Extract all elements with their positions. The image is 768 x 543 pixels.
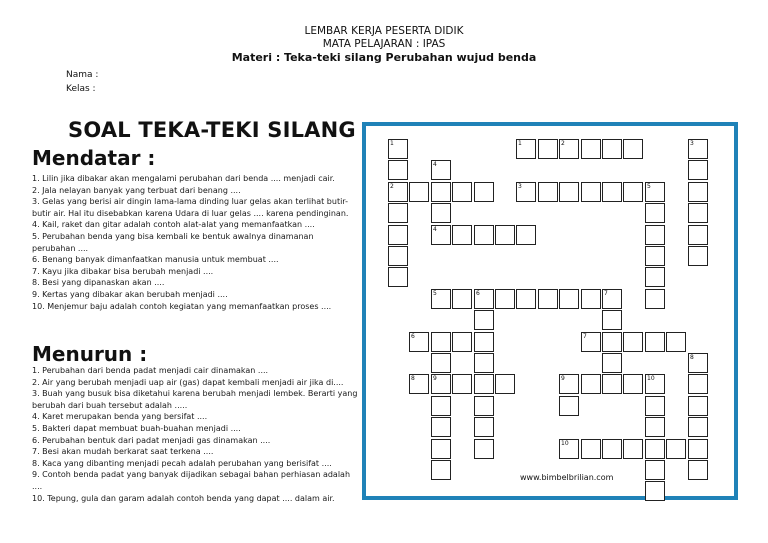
crossword-cell[interactable]: [388, 203, 408, 223]
crossword-cell[interactable]: [431, 160, 451, 180]
crossword-cell[interactable]: [431, 374, 451, 394]
clue-number: 3: [518, 183, 522, 190]
crossword-cell[interactable]: [688, 417, 708, 437]
crossword-cell[interactable]: [474, 353, 494, 373]
crossword-cell[interactable]: [495, 225, 515, 245]
crossword-cell[interactable]: [538, 139, 558, 159]
crossword-cell[interactable]: [388, 225, 408, 245]
mendatar-clue: 9. Kertas yang dibakar akan berubah menjadi ....: [32, 289, 228, 299]
crossword-cell[interactable]: [623, 139, 643, 159]
crossword-cell[interactable]: [688, 396, 708, 416]
header-materi: Materi : Teka-teki silang Perubahan wujud benda: [231, 51, 537, 64]
crossword-cell[interactable]: [581, 139, 601, 159]
menurun-clue: 6. Perubahan bentuk dari padat menjadi gas dinamakan ....: [32, 435, 271, 445]
crossword-cell[interactable]: [431, 460, 451, 480]
crossword-cell[interactable]: [602, 289, 622, 309]
crossword-cell[interactable]: [452, 225, 472, 245]
crossword-cell[interactable]: [516, 289, 536, 309]
identity-fields: [66, 68, 98, 96]
mendatar-clue: 5. Perubahan benda yang bisa kembali ke bentuk awalnya dinamanan: [32, 231, 314, 241]
crossword-cell[interactable]: [409, 182, 429, 202]
menurun-clue: 2. Air yang berubah menjadi uap air (gas) dapat kembali menjadi air jika di....: [32, 377, 344, 387]
clue-number: 1: [518, 140, 522, 147]
crossword-cell[interactable]: [602, 182, 622, 202]
mendatar-clue: perubahan ....: [32, 243, 89, 253]
mendatar-clue: 2. Jala nelayan banyak yang terbuat dari benang ....: [32, 185, 241, 195]
clue-number: 2: [390, 183, 394, 190]
crossword-cell[interactable]: [516, 139, 536, 159]
menurun-clue: 9. Contoh benda padat yang banyak dijadikan sebagai bahan perhiasan adalah ....: [32, 470, 351, 491]
crossword-cell[interactable]: [645, 289, 665, 309]
crossword-cell[interactable]: [581, 332, 601, 352]
crossword-cell[interactable]: [688, 139, 708, 159]
crossword-cell[interactable]: [645, 332, 665, 352]
mendatar-clues: [32, 173, 360, 312]
crossword-cell[interactable]: [645, 439, 665, 459]
clue-number: 1: [390, 140, 394, 147]
crossword-cell[interactable]: [688, 353, 708, 373]
clue-number: 10: [561, 440, 569, 447]
clue-number: 6: [411, 333, 415, 340]
mendatar-title: Mendatar :: [32, 146, 156, 170]
crossword-cell[interactable]: [474, 182, 494, 202]
crossword-cell[interactable]: [645, 225, 665, 245]
crossword-cell[interactable]: [516, 225, 536, 245]
mendatar-clue: 7. Kayu jika dibakar bisa berubah menjadi ....: [32, 266, 214, 276]
crossword-cell[interactable]: [688, 374, 708, 394]
crossword-cell[interactable]: [602, 439, 622, 459]
clue-number: 7: [583, 333, 587, 340]
clue-number: 8: [690, 354, 694, 361]
crossword-cell[interactable]: [431, 353, 451, 373]
crossword-cell[interactable]: [645, 203, 665, 223]
crossword-cell[interactable]: [452, 182, 472, 202]
crossword-cell[interactable]: [495, 374, 515, 394]
header-line-1: LEMBAR KERJA PESERTA DIDIK: [304, 25, 464, 37]
crossword-cell[interactable]: [388, 182, 408, 202]
crossword-cell[interactable]: [431, 332, 451, 352]
crossword-cell[interactable]: [474, 310, 494, 330]
crossword-cell[interactable]: [538, 182, 558, 202]
crossword-cell[interactable]: [452, 332, 472, 352]
crossword-cell[interactable]: [474, 417, 494, 437]
menurun-clue: 8. Kaca yang dibanting menjadi pecah adalah perubahan yang berisifat ....: [32, 458, 332, 468]
crossword-cell[interactable]: [559, 396, 579, 416]
crossword-cell[interactable]: [474, 225, 494, 245]
crossword-cell[interactable]: [452, 289, 472, 309]
crossword-cell[interactable]: [559, 139, 579, 159]
menurun-clue: 1. Perubahan dari benda padat menjadi cair dinamakan ....: [32, 366, 269, 375]
crossword-cell[interactable]: [581, 374, 601, 394]
clue-number: 8: [411, 375, 415, 382]
crossword-cell[interactable]: [431, 417, 451, 437]
mendatar-clue: 4. Kail, raket dan gitar adalah contoh alat-alat yang memanfaatkan ....: [32, 220, 315, 230]
crossword-cell[interactable]: [645, 246, 665, 266]
crossword-cell[interactable]: [388, 160, 408, 180]
mendatar-clue: 6. Benang banyak dimanfaatkan manusia untuk membuat ....: [32, 255, 279, 265]
crossword-cell[interactable]: [645, 460, 665, 480]
menurun-clue: 10. Tepung, gula dan garam adalah contoh benda yang dapat .... dalam air.: [32, 493, 335, 503]
crossword-cell[interactable]: [623, 332, 643, 352]
crossword-cell[interactable]: [559, 374, 579, 394]
crossword-cell[interactable]: [388, 139, 408, 159]
crossword-cell[interactable]: [602, 353, 622, 373]
crossword-cell[interactable]: [474, 289, 494, 309]
crossword-cell[interactable]: [409, 332, 429, 352]
crossword-cell[interactable]: [688, 160, 708, 180]
mendatar-clue: 1. Lilin jika dibakar akan mengalami perubahan dari benda .... menjadi cair.: [32, 174, 335, 183]
crossword-cell[interactable]: [581, 439, 601, 459]
crossword-cell[interactable]: [431, 203, 451, 223]
clue-number: 3: [690, 140, 694, 147]
mendatar-clue: 3. Gelas yang berisi air dingin lama-lama dinding luar gelas akan terlihat butir-: [32, 197, 348, 207]
clue-number: 2: [561, 140, 565, 147]
crossword-cell[interactable]: [559, 182, 579, 202]
crossword-cell[interactable]: [602, 374, 622, 394]
kelas-label: Kelas :: [66, 84, 96, 94]
menurun-clue: 3. Buah yang busuk bisa diketahui karena berubah menjadi lembek. Berarti yang: [32, 389, 358, 399]
crossword-cell[interactable]: [666, 332, 686, 352]
clue-number: 4: [433, 161, 437, 168]
crossword-cell[interactable]: [431, 396, 451, 416]
crossword-cell[interactable]: [452, 374, 472, 394]
crossword-cell[interactable]: [538, 289, 558, 309]
menurun-clue: 5. Bakteri dapat membuat buah-buahan menjadi ....: [32, 423, 241, 433]
crossword-cell[interactable]: [645, 374, 665, 394]
crossword-cell[interactable]: [645, 481, 665, 501]
clue-number: 9: [433, 375, 437, 382]
crossword-cell[interactable]: [431, 439, 451, 459]
crossword-cell[interactable]: [623, 182, 643, 202]
worksheet-header: [0, 25, 768, 64]
mendatar-clue: 8. Besi yang dipanaskan akan ....: [32, 278, 165, 288]
crossword-cell[interactable]: [431, 289, 451, 309]
clue-number: 5: [647, 183, 651, 190]
crossword-cell[interactable]: [688, 203, 708, 223]
crossword-cell[interactable]: [602, 139, 622, 159]
clue-number: 6: [476, 290, 480, 297]
menurun-title: Menurun :: [32, 342, 148, 366]
crossword-cell[interactable]: [666, 439, 686, 459]
crossword-cell[interactable]: [688, 182, 708, 202]
crossword-cell[interactable]: [581, 289, 601, 309]
crossword-cell[interactable]: [431, 182, 451, 202]
crossword-cell[interactable]: [474, 374, 494, 394]
crossword-cell[interactable]: [623, 374, 643, 394]
crossword-cell[interactable]: [559, 289, 579, 309]
crossword-cell[interactable]: [474, 332, 494, 352]
crossword-cell[interactable]: [474, 396, 494, 416]
website-credit: www.bimbelbrilian.com: [520, 473, 614, 482]
crossword-cell[interactable]: [688, 225, 708, 245]
menurun-clue: berubah dari buah tersebut adalah .....: [32, 400, 188, 410]
menurun-clue: 7. Besi akan mudah berkarat saat terkena ....: [32, 447, 214, 457]
crossword-cell[interactable]: [602, 310, 622, 330]
crossword-cell[interactable]: [581, 182, 601, 202]
crossword-cell[interactable]: [645, 396, 665, 416]
crossword-cell[interactable]: [645, 182, 665, 202]
crossword-cell[interactable]: [688, 439, 708, 459]
clue-number: 9: [561, 375, 565, 382]
clue-number: 5: [433, 290, 437, 297]
clue-number: 10: [647, 375, 655, 382]
crossword-cell[interactable]: [559, 439, 579, 459]
crossword-cell[interactable]: [388, 246, 408, 266]
menurun-clues: [32, 365, 360, 504]
crossword-cell[interactable]: [688, 246, 708, 266]
big-title: SOAL TEKA-TEKI SILANG: [68, 118, 356, 142]
crossword-cell[interactable]: [623, 439, 643, 459]
crossword-cell[interactable]: [409, 374, 429, 394]
header-line-2: MATA PELAJARAN : IPAS: [322, 38, 446, 50]
clue-number: 4: [433, 226, 437, 233]
nama-label: Nama :: [66, 70, 99, 80]
mendatar-clue: butir air. Hal itu disebabkan karena Udara di luar gelas .... karena pendinginan.: [32, 208, 349, 218]
crossword-cell[interactable]: [645, 267, 665, 287]
crossword-cell[interactable]: [388, 267, 408, 287]
clue-number: 7: [604, 290, 608, 297]
crossword-cell[interactable]: [495, 289, 515, 309]
menurun-clue: 4. Karet merupakan benda yang bersifat ....: [32, 412, 208, 422]
crossword-cell[interactable]: [516, 182, 536, 202]
crossword-cell[interactable]: [645, 417, 665, 437]
crossword-cell[interactable]: [602, 332, 622, 352]
crossword-cell[interactable]: [688, 460, 708, 480]
mendatar-clue: 10. Menjemur baju adalah contoh kegiatan yang memanfaatkan proses ....: [32, 301, 332, 311]
crossword-cell[interactable]: [431, 225, 451, 245]
crossword-cell[interactable]: [474, 439, 494, 459]
